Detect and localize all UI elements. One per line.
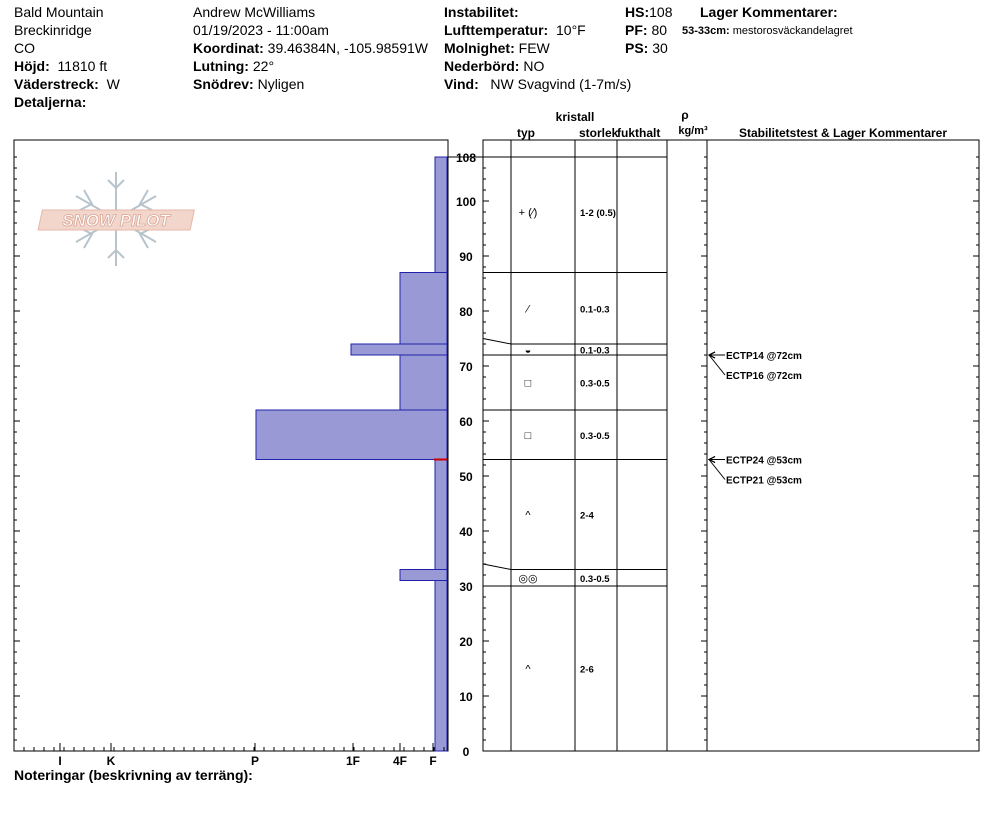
col-rho-header: ρ: [681, 108, 689, 122]
layer-connector: [483, 564, 511, 570]
details-label: Detaljerna:: [14, 94, 87, 110]
ps-value: 30: [652, 40, 668, 56]
snowpilot-logo: [38, 172, 194, 266]
height-tick-label: 108: [455, 151, 477, 165]
height-tick-label: 60: [459, 415, 473, 429]
observer-name: Andrew McWilliams: [193, 4, 316, 20]
grain-type-symbol: ^: [525, 509, 531, 522]
location-name: Bald Mountain: [14, 4, 104, 20]
grain-size: 0.1-0.3: [580, 304, 610, 316]
height-tick-label: 50: [459, 470, 473, 484]
grain-type-symbol: ^: [525, 663, 531, 676]
hardness-bar: [351, 344, 447, 355]
pf-label: PF:: [625, 22, 648, 38]
hardness-bar: [400, 570, 447, 581]
height-axis: [14, 151, 979, 759]
grain-size: 2-6: [580, 664, 594, 676]
grain-type-symbol: + (⁄): [518, 207, 538, 219]
sky-label: Molnighet:: [444, 40, 515, 56]
col-stability-header: Stabilitetstest & Lager Kommentarer: [738, 126, 948, 140]
layer-comments-title: Lager Kommentarer:: [700, 4, 838, 20]
aspect-value: W: [106, 76, 120, 92]
state-name: CO: [14, 40, 35, 56]
stability-tests: [709, 351, 802, 487]
hs-label: HS:: [625, 4, 650, 20]
height-tick-label: 0: [462, 745, 470, 759]
hs-value: 108: [649, 4, 673, 20]
hardness-bar: [256, 410, 447, 460]
airtemp-value: 10°F: [556, 22, 586, 38]
grain-size: 0.3-0.5: [580, 430, 610, 442]
hardness-bar: [435, 460, 447, 570]
drift-value: Nyligen: [257, 76, 305, 92]
drift-label: Snödrev:: [193, 76, 254, 92]
test-pointer: [709, 460, 725, 480]
stability-test-label: ECTP24 @53cm: [726, 455, 802, 467]
wind-value: NW Svagvind (1-7m/s): [490, 76, 632, 92]
height-tick-label: 30: [459, 580, 473, 594]
layer-table-frame: [483, 140, 979, 751]
hardness-bar: [400, 273, 447, 345]
hardness-bars: [256, 157, 447, 751]
height-tick-label: 40: [459, 525, 473, 539]
grain-type-symbol: □: [524, 377, 532, 390]
hardness-label: F: [429, 754, 437, 768]
hardness-label: P: [250, 754, 260, 768]
hardness-label: 4F: [392, 754, 408, 768]
test-pointer: [709, 355, 725, 375]
precip-label: Nederbörd:: [444, 58, 520, 74]
grain-size: 0.1-0.3: [580, 345, 610, 357]
col-density-unit: kg/m³: [678, 125, 708, 137]
grain-size: 0.3-0.5: [580, 573, 610, 585]
height-tick-label: 80: [459, 305, 473, 319]
col-type-header: typ: [517, 126, 535, 140]
wind-label: Vind:: [444, 76, 479, 92]
height-tick-label: 70: [459, 360, 473, 374]
hardness-axis: [14, 743, 444, 768]
slope-label: Lutning:: [193, 58, 249, 74]
slope-value: 22°: [252, 58, 275, 74]
hardness-bar: [435, 157, 447, 273]
height-tick-label: 10: [459, 690, 473, 704]
grain-size: 1-2 (0.5): [580, 208, 616, 219]
hardness-label: 1F: [345, 754, 361, 768]
grain-type-symbol: □: [524, 429, 532, 442]
col-size-header: storlek: [579, 126, 619, 140]
height-tick-label: 90: [459, 250, 473, 264]
sky-value: FEW: [518, 40, 550, 56]
range-name: Breckinridge: [14, 22, 92, 38]
layer-comment-text: mestorosväckandelagret: [732, 25, 853, 37]
stability-test-label: ECTP16 @72cm: [726, 371, 802, 382]
elevation-label: Höjd:: [14, 58, 50, 74]
elevation-value: 11810 ft: [57, 58, 108, 74]
logo-text: SNOW PILOT: [62, 211, 170, 230]
grain-type-symbol: ⁄: [527, 303, 529, 316]
hardness-label: K: [106, 754, 116, 768]
layer-comment-range: 53-33cm:: [682, 25, 730, 37]
aspect-label: Väderstreck:: [14, 76, 99, 92]
ps-label: PS:: [625, 40, 649, 56]
stability-test-label: ECTP14 @72cm: [726, 351, 802, 362]
coordinate-label: Koordinat:: [193, 40, 264, 56]
airtemp-label: Lufttemperatur:: [444, 22, 549, 38]
col-moisture-header: fukthalt: [617, 126, 661, 140]
layer-connector: [483, 339, 511, 345]
grain-type-symbol: ◒: [524, 344, 532, 357]
hardness-bar: [435, 581, 447, 752]
precip-value: NO: [523, 58, 545, 74]
grain-size: 0.3-0.5: [580, 378, 610, 390]
hardness-label: I: [58, 754, 62, 768]
grain-type-symbol: ◎◎: [518, 572, 538, 585]
col-crystal-header: kristall: [555, 110, 595, 124]
observation-datetime: 01/19/2023 - 11:00am: [193, 22, 329, 38]
pf-value: 80: [651, 22, 668, 38]
coordinate-value: 39.46384N, -105.98591W: [267, 40, 428, 56]
height-tick-label: 100: [455, 195, 477, 209]
grain-size: 2-4: [580, 510, 594, 522]
hardness-bar: [400, 355, 447, 410]
height-tick-label: 20: [459, 635, 473, 649]
instability-label: Instabilitet:: [444, 4, 519, 20]
notes-label: Noteringar (beskrivning av terräng):: [14, 767, 253, 783]
stability-test-label: ECTP21 @53cm: [726, 475, 802, 487]
